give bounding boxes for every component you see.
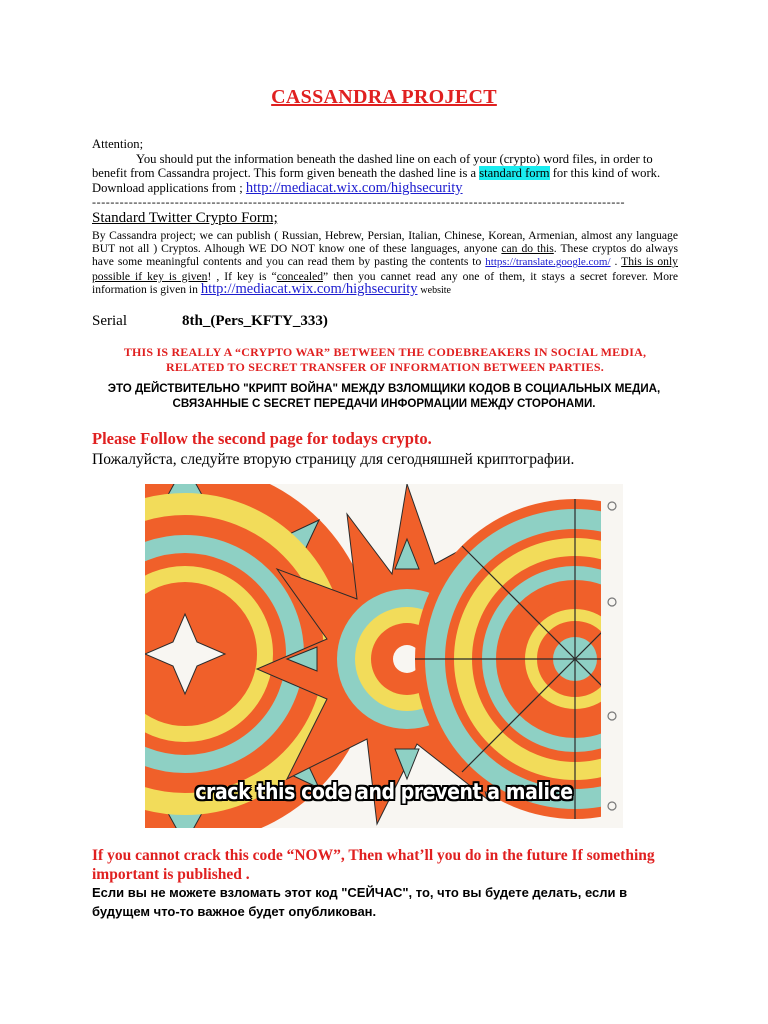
crypto-war-warning-ru: ЭТО ДЕЙСТВИТЕЛЬНО "КРИПТ ВОЙНА" МЕЖДУ ВЗЛОМЩИКИ КОДОВ В СОЦИАЛЬНЫХ МЕДИА, СВЯЗАННЫЕ С SECRET ПЕРЕДАЧИ ИНФОРМАЦИИ МЕЖДУ СТОРОНАМИ.: [107, 382, 661, 410]
image-caption: crack this code and prevent a malice: [195, 780, 573, 805]
attention-heading: Attention;: [92, 137, 144, 151]
concealed-text: concealed: [276, 269, 324, 283]
twitter-form-paragraph: [92, 229, 678, 297]
dashed-separator: --------------------------------------------------------------------------------------------------------------------: [92, 195, 626, 209]
attention-paragraph: [92, 137, 678, 195]
translate-link[interactable]: https://translate.google.com/: [485, 256, 611, 269]
attention-text: You should put the information beneath the dashed line on each of your (crypto) word files, in order to benefit from Cassandra project. This form given beneath the dashed line is a: [92, 151, 653, 181]
twitter-form-heading: Standard Twitter Crypto Form;: [92, 210, 278, 226]
serial-value: 8th_(Pers_KFTY_333): [182, 313, 328, 329]
twitter-form-text-3: .: [614, 255, 618, 269]
crypto-war-warning-en: THIS IS REALLY A “CRYPTO WAR” BETWEEN THE CODEBREAKERS IN SOCIAL MEDIA, RELATED TO SECRET TRANSFER OF INFORMATION BETWEEN PARTIES.: [123, 345, 647, 374]
twitter-form-text-2: . These cryptos do always have some meaningful contents and you can read them by pasting the contents to: [92, 242, 679, 269]
standard-form-highlight: standard form: [479, 166, 550, 181]
twitter-form-text-5: ” then you cannet read any one of them, it stays a secret forever. More information is given in: [92, 269, 678, 296]
serial-label: Serial: [92, 313, 127, 329]
attention-text-tail: for this kind of work. Download applications from ;: [92, 166, 661, 195]
highsecurity-link[interactable]: http://mediacat.wix.com/highsecurity: [245, 179, 463, 196]
follow-second-page-en: Please Follow the second page for todays crypto.: [92, 429, 432, 448]
kaleidoscope-pattern: [145, 484, 623, 828]
twitter-form-text-4: ! , If key is “: [207, 269, 277, 283]
can-do-this-text: can do this: [501, 242, 554, 256]
only-possible-text: This is only possible if key is given: [92, 255, 678, 283]
twitter-form-text-1: By Cassandra project; we can publish ( Russian, Hebrew, Persian, Italian, Chinese, Korean, Armenian, almost any language BUT not all ) Cryptos. Alhough WE DO NOT know one of these languages, anyone: [92, 229, 678, 256]
follow-second-page-ru: Пожалуйста, следуйте вторую страницу для сегодняшней криптографии.: [92, 451, 575, 468]
website-label: website: [420, 284, 451, 296]
highsecurity-link-2[interactable]: http://mediacat.wix.com/highsecurity: [200, 280, 418, 297]
crack-now-question-ru: Если вы не можете взломать этот код "СЕЙЧАС", то, что вы будете делать, если в будущем что-то важное будет опубликован.: [92, 885, 628, 919]
crypto-kaleidoscope-image: [145, 484, 623, 828]
crack-now-question-en: If you cannot crack this code “NOW”, Then what’ll you do in the future If something important is published .: [92, 847, 655, 883]
document-title: CASSANDRA PROJECT: [271, 86, 497, 108]
